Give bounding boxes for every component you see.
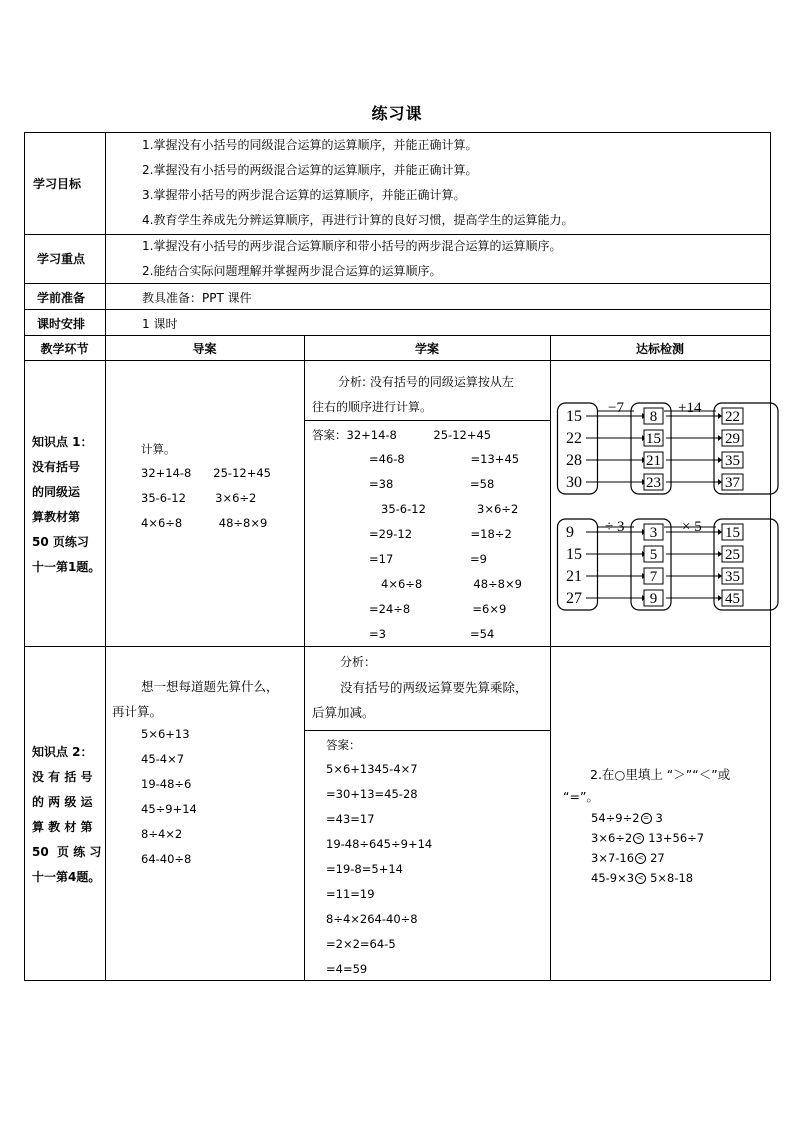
comparison-item bbox=[591, 828, 704, 848]
col-header-study: 学案 bbox=[414, 342, 439, 356]
k1-guide-intro: 计算。 bbox=[141, 442, 176, 456]
input-number: 27 bbox=[566, 590, 582, 607]
comparison-left: 45-9×3 bbox=[591, 871, 635, 885]
k2-answer-line: =30+13=45-28 bbox=[326, 787, 418, 801]
k2-answer-line: =43=17 bbox=[326, 812, 375, 826]
k2-label-line: 十一第4题。 bbox=[32, 870, 101, 884]
comparison-left: 3×7-16 bbox=[591, 851, 635, 865]
k2-guide-line: 64-40÷8 bbox=[141, 852, 192, 866]
k1-label-line: 的同级运 bbox=[32, 485, 81, 499]
k2-analysis-line: 没有括号的两级运算要先算乘除， bbox=[340, 680, 528, 695]
k2-guide-line: 45÷9+14 bbox=[141, 802, 197, 816]
page-title: 练习课 bbox=[371, 104, 423, 123]
comparison-item bbox=[591, 868, 704, 888]
k1-label bbox=[32, 430, 100, 580]
k1-label-line: 知识点 1： bbox=[32, 435, 93, 449]
key-point-item: 2.能结合实际问题理解并掌握两步混合运算的运算顺序。 bbox=[142, 264, 442, 278]
comparison-item bbox=[591, 808, 704, 828]
input-number: 9 bbox=[566, 524, 574, 541]
input-number: 21 bbox=[566, 568, 582, 585]
op-label: × 5 bbox=[682, 519, 702, 535]
k2-label-line: 50 页 练 习 bbox=[32, 845, 102, 859]
k1-guide-line: 4×6÷8 48÷8×9 bbox=[141, 516, 268, 530]
k1-label-line: 十一第1题。 bbox=[32, 560, 101, 574]
key-points-label: 学习重点 bbox=[37, 252, 86, 266]
mid-number: 9 bbox=[649, 591, 658, 607]
k1-answer-line: =46-8 =13+45 bbox=[369, 452, 520, 466]
goal-item: 2.掌握没有小括号的两级混合运算的运算顺序，并能正确计算。 bbox=[142, 163, 478, 177]
k2-guide-intro: 想一想每道题先算什么， bbox=[141, 679, 279, 694]
k2-label bbox=[32, 740, 101, 890]
k1-answer-line: 35-6-12 3×6÷2 bbox=[381, 502, 519, 516]
output-number: 45 bbox=[725, 591, 740, 607]
arrow-head bbox=[718, 529, 722, 535]
comparison-list bbox=[591, 808, 704, 888]
k2-label-line: 的 两 级 运 bbox=[32, 795, 93, 809]
col-header-stage: 教学环节 bbox=[40, 342, 89, 356]
k2-answer-title: 答案： bbox=[326, 738, 361, 752]
comparison-left: 54÷9÷2 bbox=[591, 811, 640, 825]
arrow-head bbox=[718, 479, 722, 485]
k1-answer-line: =38 =58 bbox=[369, 477, 495, 491]
output-number: 35 bbox=[725, 453, 740, 469]
col-header-check: 达标检测 bbox=[635, 342, 684, 356]
k1-guide-line: 35-6-12 3×6÷2 bbox=[141, 491, 257, 505]
k2-answer-line: =19-8=5+14 bbox=[326, 862, 403, 876]
k2-guide-line: 8÷4×2 bbox=[141, 827, 183, 841]
output-number: 22 bbox=[725, 409, 740, 425]
k2-guide-line: 45-4×7 bbox=[141, 752, 185, 766]
output-number: 15 bbox=[725, 525, 740, 541]
op-label: −7 bbox=[608, 400, 624, 416]
input-number: 15 bbox=[566, 546, 582, 563]
k2-check-title: “=”。 bbox=[563, 789, 599, 804]
k2-analysis-line: 后算加减。 bbox=[312, 705, 375, 720]
schedule-value: 1 课时 bbox=[142, 317, 178, 331]
k1-label-line: 算教材第 bbox=[32, 510, 81, 524]
input-number: 30 bbox=[566, 474, 582, 491]
k2-answer-line: =4=59 bbox=[326, 962, 368, 976]
arrow-head bbox=[718, 551, 722, 557]
arrow-head bbox=[718, 413, 722, 419]
arrow-head bbox=[718, 573, 722, 579]
k1-answer-line: 4×6÷8 48÷8×9 bbox=[381, 577, 522, 591]
k2-guide-line: 5×6+13 bbox=[141, 727, 190, 741]
k1-answer-title: 答案：32+14-8 25-12+45 bbox=[312, 428, 492, 442]
comparison-right: 5×8-18 bbox=[650, 871, 694, 885]
arrow-head bbox=[718, 435, 722, 441]
k2-answer-line: 8÷4×264-40÷8 bbox=[326, 912, 418, 926]
k1-analysis-line: 往右的顺序进行计算。 bbox=[312, 400, 433, 414]
k1-guide-line: 32+14-8 25-12+45 bbox=[141, 466, 271, 480]
mid-number: 5 bbox=[649, 547, 658, 563]
k2-guide-line: 19-48÷6 bbox=[141, 777, 192, 791]
goals-label: 学习目标 bbox=[33, 177, 82, 191]
k1-analysis-line: 分析: 没有括号的同级运算按从左 bbox=[338, 375, 514, 389]
input-number: 22 bbox=[566, 430, 582, 447]
comparison-right: 27 bbox=[650, 851, 665, 865]
comparison-left: 3×6÷2 bbox=[591, 831, 633, 845]
mid-number: 8 bbox=[649, 409, 658, 425]
goal-item: 1.掌握没有小括号的同级混合运算的运算顺序，并能正确计算。 bbox=[142, 138, 478, 152]
k1-label-line: 50 页练习 bbox=[32, 535, 89, 549]
mid-number: 23 bbox=[646, 475, 661, 491]
k1-answer-line: =29-12 =18÷2 bbox=[369, 527, 512, 541]
op-label: +14 bbox=[678, 400, 702, 416]
schedule-label: 课时安排 bbox=[37, 317, 86, 331]
number-machine-diagram-2 bbox=[556, 514, 780, 614]
input-number: 15 bbox=[566, 408, 582, 425]
prep-value: 教具准备：PPT 课件 bbox=[142, 291, 252, 305]
mid-number: 3 bbox=[649, 525, 658, 541]
k1-answer-line: =24÷8 =6×9 bbox=[369, 602, 507, 616]
k2-check-title: 2.在○里填上 “＞”“＜”或 bbox=[590, 767, 731, 782]
goal-item: 3.掌握带小括号的两步混合运算的运算顺序，并能正确计算。 bbox=[142, 188, 466, 202]
output-number: 35 bbox=[725, 569, 740, 585]
number-machine-diagram-1 bbox=[556, 398, 780, 498]
k2-label-line: 知识点 2： bbox=[32, 745, 93, 759]
comparison-right: 3 bbox=[655, 811, 663, 825]
comparison-circle[interactable]: < bbox=[633, 833, 644, 844]
output-number: 25 bbox=[725, 547, 740, 563]
k2-answer-line: 5×6+1345-4×7 bbox=[326, 762, 418, 776]
goals-list bbox=[142, 133, 767, 233]
mid-number: 15 bbox=[646, 431, 661, 447]
mid-number: 21 bbox=[646, 453, 661, 469]
k1-answer-line: =3 =54 bbox=[369, 627, 495, 641]
op-label: ÷ 3 bbox=[605, 519, 625, 535]
prep-label: 学前准备 bbox=[37, 291, 86, 305]
k1-label-line: 没有括号 bbox=[32, 460, 81, 474]
k2-label-line: 算 教 材 第 bbox=[32, 820, 93, 834]
comparison-circle[interactable]: < bbox=[635, 873, 646, 884]
key-point-item: 1.掌握没有小括号的两步混合运算顺序和带小括号的两步混合运算的运算顺序。 bbox=[142, 239, 562, 253]
arrow-head bbox=[718, 457, 722, 463]
input-number: 28 bbox=[566, 452, 582, 469]
k2-answer-line: =11=19 bbox=[326, 887, 375, 901]
output-number: 29 bbox=[725, 431, 740, 447]
arrow-head bbox=[718, 595, 722, 601]
k2-answer-line: =2×2=64-5 bbox=[326, 937, 396, 951]
key-points-list bbox=[142, 234, 767, 284]
output-number: 37 bbox=[725, 475, 740, 491]
k2-answer-line: 19-48÷645÷9+14 bbox=[326, 837, 433, 851]
comparison-right: 13+56÷7 bbox=[648, 831, 705, 845]
mid-number: 7 bbox=[649, 569, 658, 585]
comparison-item bbox=[591, 848, 704, 868]
k2-analysis-title: 分析： bbox=[340, 655, 377, 669]
comparison-circle[interactable]: < bbox=[635, 853, 646, 864]
k2-label-line: 没 有 括 号 bbox=[32, 770, 93, 784]
col-header-guide: 导案 bbox=[192, 342, 217, 356]
comparison-circle[interactable]: = bbox=[641, 813, 652, 824]
k2-guide-intro: 再计算。 bbox=[112, 704, 163, 719]
k1-answer-line: =17 =9 bbox=[369, 552, 487, 566]
goal-item: 4.教育学生养成先分辨运算顺序，再进行计算的良好习惯，提高学生的运算能力。 bbox=[142, 213, 574, 227]
